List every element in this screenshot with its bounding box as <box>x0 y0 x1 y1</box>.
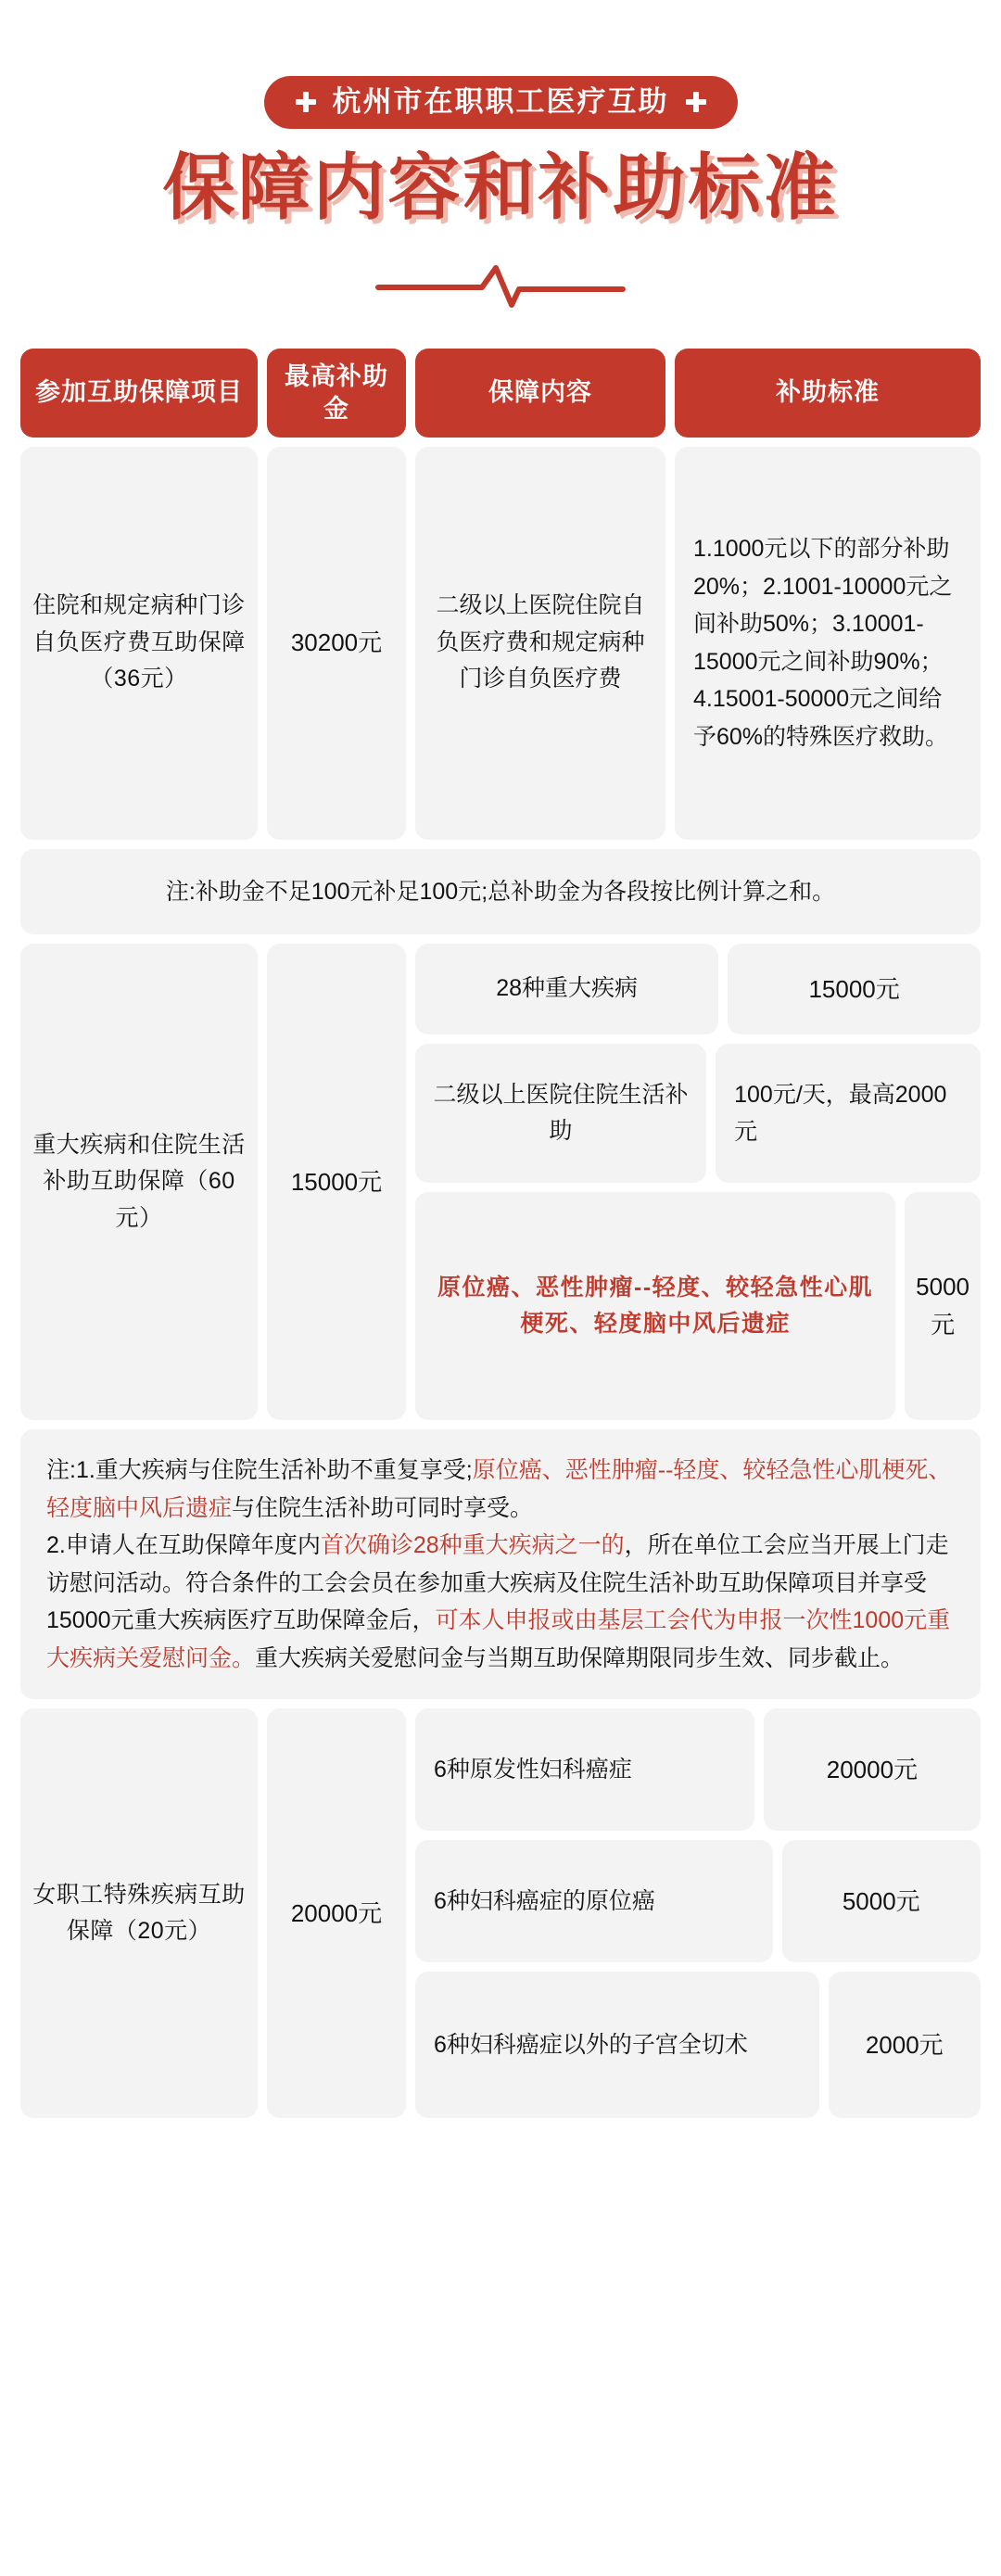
standard-cell: 20000元 <box>764 1708 981 1831</box>
standard-cell: 100元/天，最高2000元 <box>716 1044 981 1183</box>
benefits-table <box>20 349 981 2119</box>
note-text: ，所在单位工会应当开展上门走访慰问活动。符合条件的工会会员在参加重大疾病及住院生活补助互助保障项目并享受15000元重大疾病医疗互助保障金后， <box>46 1532 949 1634</box>
coverage-cell: 二级以上医院住院生活补助 <box>415 1044 706 1183</box>
coverage-cell: 28种重大疾病 <box>415 944 718 1034</box>
coverage-cell: 6种原发性妇科癌症 <box>415 1708 754 1831</box>
table-row <box>415 1044 981 1183</box>
section-project-name: 住院和规定病种门诊自负医疗费互助保障（36元） <box>20 447 258 840</box>
table-row <box>415 1708 981 1831</box>
note-highlight-text: 首次确诊28种重大疾病之一的 <box>320 1532 625 1559</box>
table-header-row <box>20 349 981 438</box>
heartbeat-line-icon <box>373 258 628 310</box>
section-max-benefit: 15000元 <box>267 944 406 1420</box>
plus-icon <box>296 92 316 112</box>
section-max-benefit: 30200元 <box>267 447 406 840</box>
note-highlight-text: 可本人申报或由基层工会代为申报一次性1000元重大疾病关爱慰问金。 <box>46 1607 951 1671</box>
table-row <box>415 1192 981 1420</box>
standard-cell: 15000元 <box>728 944 981 1034</box>
section-project-name: 重大疾病和住院生活补助互助保障（60元） <box>20 944 258 1420</box>
standard-cell: 5000元 <box>905 1192 981 1420</box>
column-header-max-benefit: 最高补助金 <box>267 349 406 438</box>
section-subrows <box>415 1708 981 2118</box>
column-header-standard: 补助标准 <box>675 349 981 438</box>
note-text: 与住院生活补助可同时享受。 <box>232 1494 534 1521</box>
section-project-name: 女职工特殊疾病互助保障（20元） <box>20 1708 258 2118</box>
plus-icon <box>686 92 706 112</box>
note-hospitalization: 注:补助金不足100元补足100元;总补助金为各段按比例计算之和。 <box>20 849 981 935</box>
section-max-benefit: 20000元 <box>267 1708 406 2118</box>
coverage-cell: 6种妇科癌症以外的子宫全切术 <box>415 1972 819 2118</box>
table-row <box>415 1840 981 1962</box>
note-text: 注:1.重大疾病与住院生活补助不重复享受; <box>46 1457 473 1484</box>
note-highlight-text: 原位癌、恶性肿瘤--轻度、较轻急性心肌梗死、轻度脑中风后遗症 <box>46 1457 952 1521</box>
section-subrows <box>415 944 981 1420</box>
table-row <box>415 1972 981 2118</box>
page-header <box>0 0 1001 310</box>
page-title: 保障内容和补助标准 <box>162 146 839 228</box>
coverage-cell: 二级以上医院住院自负医疗费和规定病种门诊自负医疗费 <box>415 447 665 840</box>
subtitle-badge-label: 杭州市在职职工医疗互助 <box>332 85 669 118</box>
subtitle-badge <box>264 76 738 129</box>
standard-cell: 1.1000元以下的部分补助20%；2.1001-10000元之间补助50%；3.10001-15000元之间补助90%；4.15001-50000元之间给予60%的特殊医疗救助。 <box>675 447 981 840</box>
note-text: 2.申请人在互助保障年度内 <box>46 1532 321 1559</box>
coverage-cell-highlighted: 原位癌、恶性肿瘤--轻度、较轻急性心肌梗死、轻度脑中风后遗症 <box>415 1192 895 1420</box>
standard-cell: 5000元 <box>782 1840 981 1962</box>
standard-cell: 2000元 <box>829 1972 981 2118</box>
table-section-female-special-disease <box>20 1708 981 2118</box>
coverage-cell: 6种妇科癌症的原位癌 <box>415 1840 773 1962</box>
table-row <box>415 944 981 1034</box>
note-critical-illness <box>20 1429 981 1699</box>
table-section-hospitalization <box>20 447 981 840</box>
column-header-project: 参加互助保障项目 <box>20 349 258 438</box>
table-section-critical-illness <box>20 944 981 1420</box>
column-header-coverage: 保障内容 <box>415 349 665 438</box>
note-text: 重大疾病关爱慰问金与当期互助保障期限同步生效、同步截止。 <box>255 1644 905 1671</box>
